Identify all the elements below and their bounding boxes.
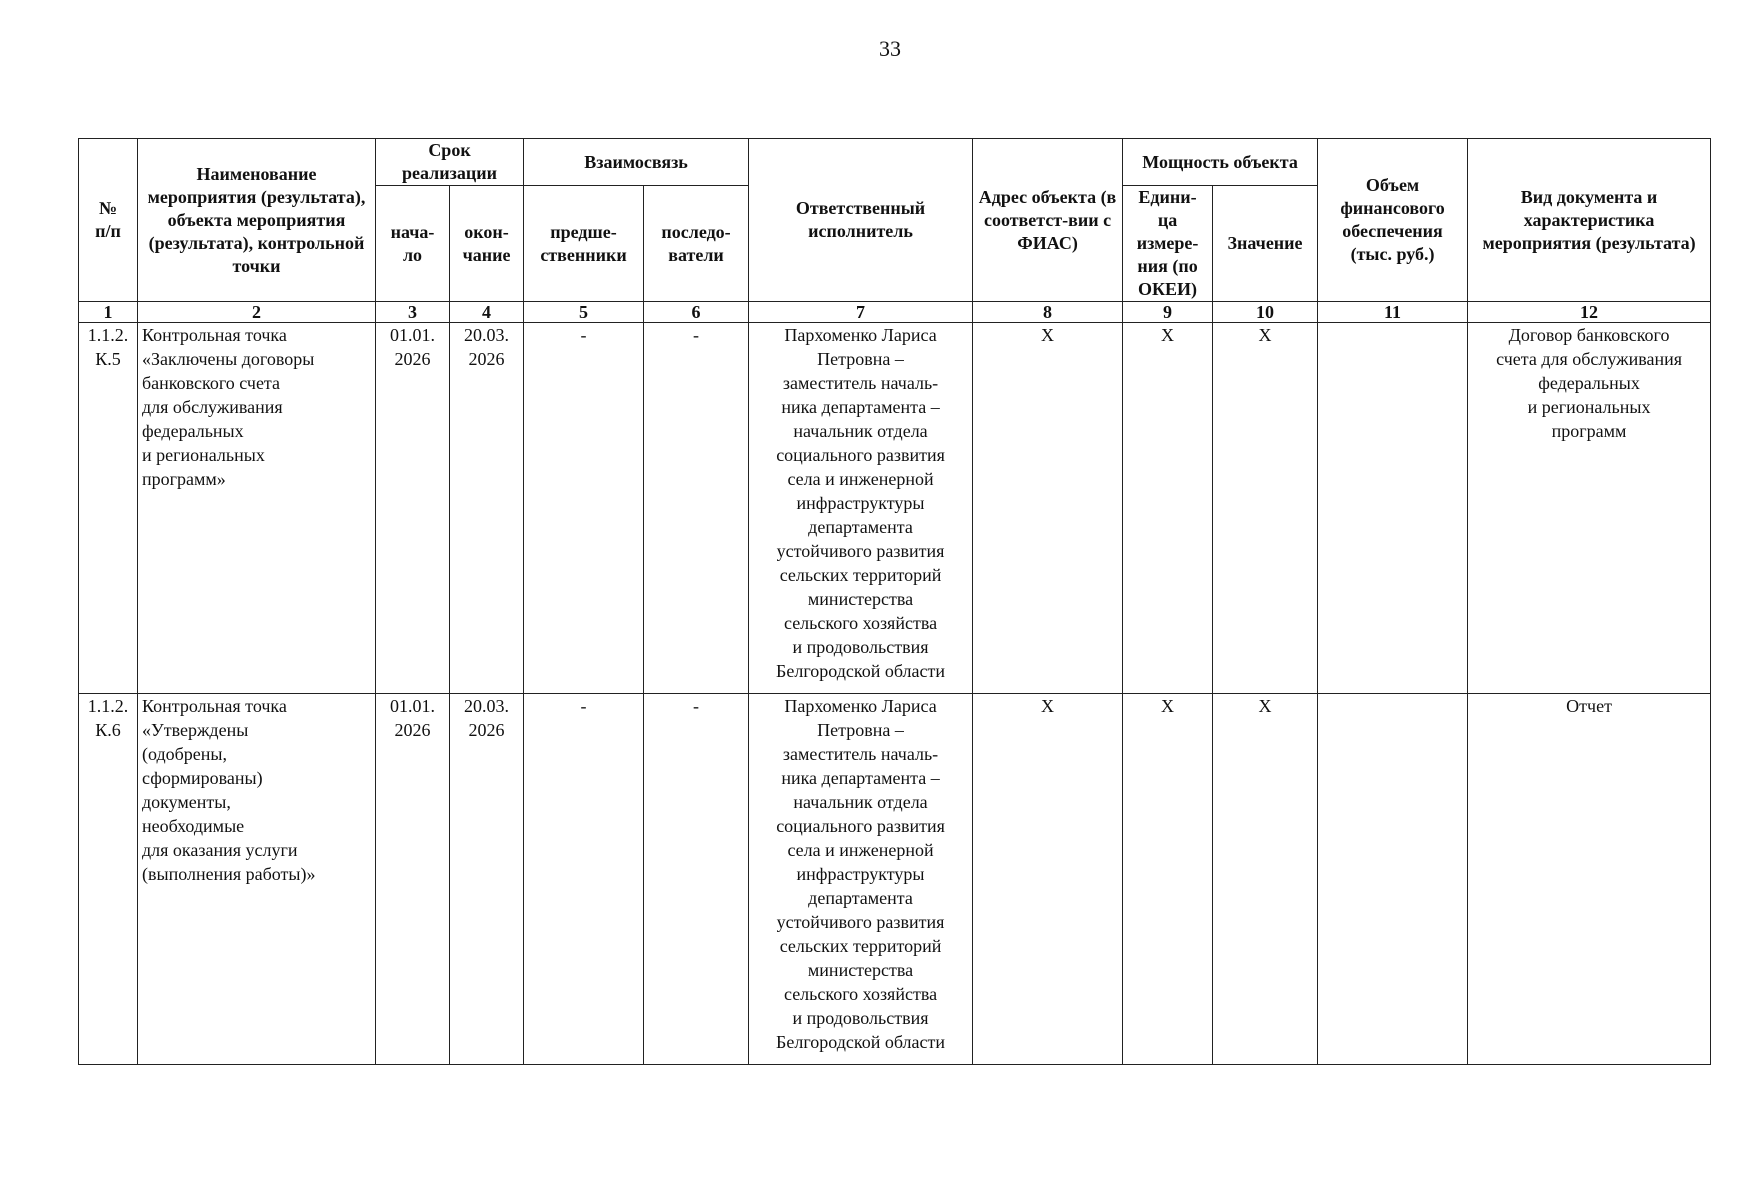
header-capacity: Мощность объекта xyxy=(1123,139,1318,186)
header-term-start: нача- ло xyxy=(376,186,450,302)
row-responsible: Пархоменко Лариса Петровна – заместитель началь- ника департамента – начальник отдела социального развития села и инженерной инфраструктуры департамента устойчивого развития сельских территорий министерства сельского хозяйства и продовольствия Белгородской области xyxy=(749,323,973,694)
row-value: Х xyxy=(1213,323,1318,694)
column-number: 1 xyxy=(79,302,138,323)
column-number: 4 xyxy=(450,302,524,323)
header-row-top xyxy=(79,139,1711,186)
row-end: 20.03. 2026 xyxy=(450,323,524,694)
row-num: 1.1.2. К.5 xyxy=(79,323,138,694)
row-unit: Х xyxy=(1123,694,1213,1065)
row-finance xyxy=(1318,694,1468,1065)
row-unit: Х xyxy=(1123,323,1213,694)
header-name: Наименование мероприятия (результата), объекта мероприятия (результата), контрольной точки xyxy=(138,139,376,302)
row-value: Х xyxy=(1213,694,1318,1065)
column-number: 8 xyxy=(973,302,1123,323)
row-prev: - xyxy=(524,323,644,694)
row-next: - xyxy=(644,694,749,1065)
header-cap-value: Значение xyxy=(1213,186,1318,302)
header-term-end: окон- чание xyxy=(450,186,524,302)
row-address: Х xyxy=(973,323,1123,694)
column-number: 3 xyxy=(376,302,450,323)
header-finance: Объем финансового обеспечения (тыс. руб.) xyxy=(1318,139,1468,302)
column-number: 12 xyxy=(1468,302,1711,323)
row-start: 01.01. 2026 xyxy=(376,694,450,1065)
row-finance xyxy=(1318,323,1468,694)
column-number: 10 xyxy=(1213,302,1318,323)
row-doc: Отчет xyxy=(1468,694,1711,1065)
row-name: Контрольная точка «Заключены договоры банковского счета для обслуживания федеральных и региональных программ» xyxy=(138,323,376,694)
header-relation: Взаимосвязь xyxy=(524,139,749,186)
header-num: № п/п xyxy=(79,139,138,302)
header-term: Срок реализации xyxy=(376,139,524,186)
activities-table xyxy=(78,138,1711,1065)
header-cap-unit: Едини- ца измере- ния (по ОКЕИ) xyxy=(1123,186,1213,302)
row-doc: Договор банковского счета для обслуживания федеральных и региональных программ xyxy=(1468,323,1711,694)
column-number: 6 xyxy=(644,302,749,323)
header-rel-next: последо- ватели xyxy=(644,186,749,302)
table-row xyxy=(79,323,1711,694)
header-doc-type: Вид документа и характеристика мероприятия (результата) xyxy=(1468,139,1711,302)
column-number: 11 xyxy=(1318,302,1468,323)
column-number: 9 xyxy=(1123,302,1213,323)
page-number: 33 xyxy=(879,36,901,61)
row-next: - xyxy=(644,323,749,694)
row-address: Х xyxy=(973,694,1123,1065)
column-number: 2 xyxy=(138,302,376,323)
column-number: 7 xyxy=(749,302,973,323)
row-responsible: Пархоменко Лариса Петровна – заместитель началь- ника департамента – начальник отдела социального развития села и инженерной инфраструктуры департамента устойчивого развития сельских территорий министерства сельского хозяйства и продовольствия Белгородской области xyxy=(749,694,973,1065)
column-number: 5 xyxy=(524,302,644,323)
row-num: 1.1.2. К.6 xyxy=(79,694,138,1065)
table-row xyxy=(79,694,1711,1065)
header-address: Адрес объекта (в соответст-вии с ФИАС) xyxy=(973,139,1123,302)
row-name: Контрольная точка «Утверждены (одобрены, сформированы) документы, необходимые для оказания услуги (выполнения работы)» xyxy=(138,694,376,1065)
column-numbers-row xyxy=(79,302,1711,323)
row-end: 20.03. 2026 xyxy=(450,694,524,1065)
row-prev: - xyxy=(524,694,644,1065)
row-start: 01.01. 2026 xyxy=(376,323,450,694)
header-responsible: Ответственный исполнитель xyxy=(749,139,973,302)
header-rel-prev: предше- ственники xyxy=(524,186,644,302)
